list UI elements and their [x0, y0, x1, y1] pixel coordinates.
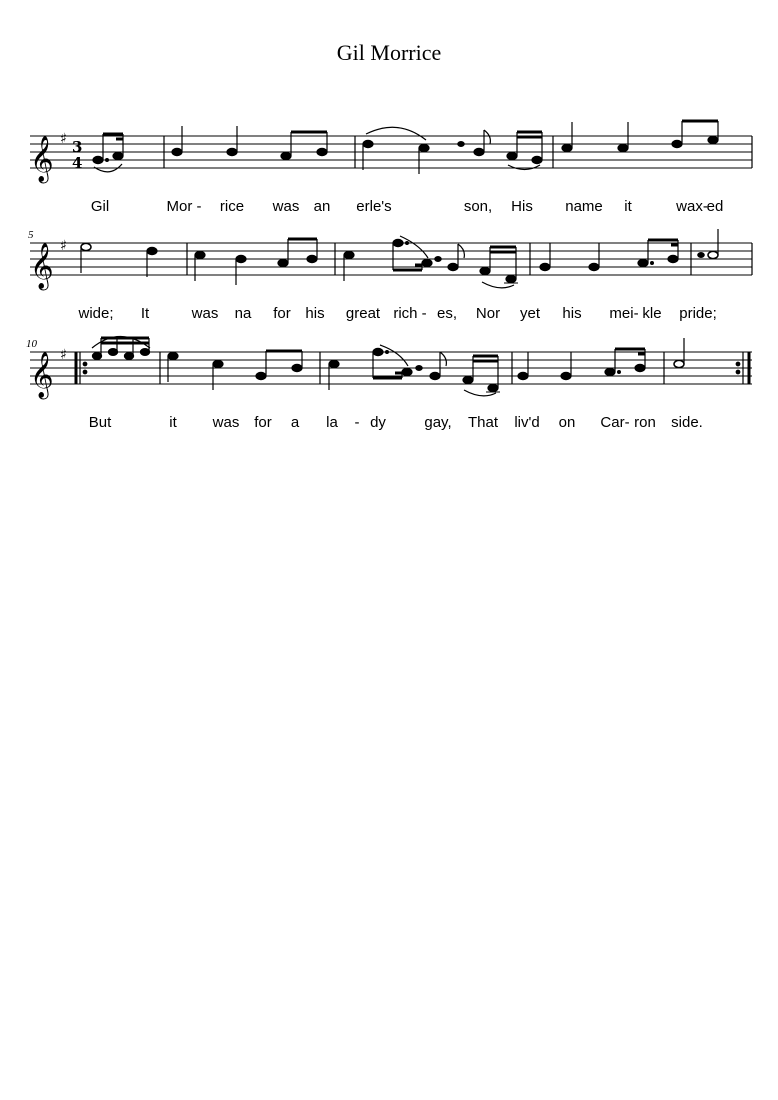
lyric-syllable: name: [565, 198, 603, 215]
lyric-syllable: ed: [706, 198, 724, 215]
note-head: [317, 148, 327, 155]
lyric-syllable: mei-: [609, 305, 639, 322]
lyric-syllable: his: [562, 305, 582, 322]
lyric-syllable: a: [290, 414, 300, 431]
note-head: [674, 360, 684, 367]
system-2: [28, 229, 752, 322]
note-head: [81, 243, 91, 250]
lyric-syllable: es,: [436, 305, 458, 322]
note-head: [540, 263, 550, 270]
lyric-syllable: on: [558, 414, 576, 431]
note-head: [278, 259, 288, 266]
note-head: [618, 144, 628, 151]
lyric-syllable: was: [191, 305, 219, 322]
note-head: [672, 140, 682, 147]
lyric-syllable: was: [272, 198, 300, 215]
lyric-syllable: dy: [370, 414, 386, 431]
lyric-syllable: wide;: [78, 305, 114, 322]
treble-clef-icon: 𝄞: [30, 352, 54, 398]
note-head: [507, 152, 517, 159]
note-head: [562, 144, 572, 151]
lyric-syllable: liv'd: [514, 414, 540, 431]
note-head: [589, 263, 599, 270]
note-head: [430, 372, 440, 379]
note-head: [92, 353, 101, 360]
note-head: [108, 349, 117, 356]
notes: [93, 121, 752, 174]
treble-clef-icon: 𝄞: [30, 243, 54, 289]
key-sharp-icon: ♯: [60, 131, 67, 147]
lyric-syllable: His: [511, 198, 533, 215]
note-head: [373, 348, 383, 355]
note-head: [363, 140, 373, 147]
note-head: [419, 144, 429, 151]
note-head: [281, 152, 291, 159]
note-head: [227, 148, 237, 155]
system-1: [30, 121, 752, 215]
repeat-dot: [83, 362, 87, 366]
note-head: [402, 368, 412, 375]
lyrics-row-3: [89, 414, 703, 431]
key-sharp-icon: ♯: [60, 238, 67, 254]
lyric-syllable: his: [305, 305, 325, 322]
time-signature-top: 3: [72, 138, 83, 156]
lyric-syllable: Car-: [600, 414, 630, 431]
lyric-syllable: Gil: [90, 198, 110, 215]
note-head: [93, 156, 103, 163]
notes: [81, 229, 752, 288]
note-head: [488, 384, 498, 391]
notes: [76, 337, 749, 396]
lyric-syllable: yet: [519, 305, 541, 322]
grace-note: [435, 257, 441, 262]
lyric-syllable: gay,: [424, 414, 452, 431]
lyric-syllable: That: [467, 414, 499, 431]
repeat-dot: [736, 370, 740, 374]
score-title: Gil Morrice: [336, 40, 442, 65]
lyric-syllable: it: [169, 414, 177, 431]
lyric-syllable: it: [624, 198, 632, 215]
grace-note: [416, 366, 422, 371]
measure-number: 10: [26, 338, 37, 350]
note-head: [168, 352, 178, 359]
dot: [618, 371, 621, 374]
lyric-syllable: was: [212, 414, 240, 431]
note-head: [236, 255, 246, 262]
grace-note: [458, 142, 464, 147]
note-head: [393, 239, 403, 246]
lyric-syllable: rice: [219, 198, 245, 215]
lyric-syllable: pride;: [679, 305, 717, 322]
note-head: [605, 368, 615, 375]
note-head: [329, 360, 339, 367]
note-head: [561, 372, 571, 379]
lyric-syllable: -: [354, 414, 360, 431]
lyric-syllable: rich -: [393, 305, 427, 322]
note-head: [195, 251, 205, 258]
note-head: [668, 255, 678, 262]
lyric-syllable: erle's: [356, 198, 392, 215]
treble-clef-icon: 𝄞: [30, 136, 54, 182]
note-head: [422, 259, 432, 266]
measure-number: 5: [28, 229, 34, 241]
note-head: [344, 251, 354, 258]
note-head: [256, 372, 266, 379]
lyric-syllable: for: [273, 305, 291, 322]
lyric-syllable: an: [313, 198, 331, 215]
note-head: [213, 360, 223, 367]
dot: [406, 242, 409, 245]
lyric-syllable: for: [254, 414, 272, 431]
note-head: [113, 152, 123, 159]
lyric-syllable: wax-: [676, 198, 708, 215]
note-head: [518, 372, 528, 379]
note-head: [307, 255, 317, 262]
dot: [106, 159, 109, 162]
lyric-syllable: na: [234, 305, 252, 322]
lyric-syllable: great: [345, 305, 381, 322]
key-sharp-icon: ♯: [60, 347, 67, 363]
lyrics-row-2: [77, 305, 716, 322]
repeat-dot: [83, 370, 87, 374]
lyric-syllable: ron: [634, 414, 656, 431]
note-head: [638, 259, 648, 266]
note-head: [172, 148, 182, 155]
system-3: [26, 337, 752, 432]
lyric-syllable: It: [140, 305, 150, 322]
staff-lines: [30, 136, 752, 168]
lyric-syllable: kle: [642, 305, 662, 322]
time-signature-bottom: 4: [72, 154, 83, 172]
note-head: [448, 263, 458, 270]
note-head: [147, 247, 157, 254]
note-head: [480, 267, 490, 274]
note-head: [140, 349, 149, 356]
note-head: [635, 364, 645, 371]
lyric-syllable: la: [326, 414, 338, 431]
lyrics-row-1: [91, 198, 724, 215]
repeat-dot: [736, 362, 740, 366]
lyric-syllable: But: [88, 414, 112, 431]
note-head: [124, 353, 133, 360]
lyric-syllable: side.: [671, 414, 703, 431]
note-head: [463, 376, 473, 383]
note-head: [506, 275, 516, 282]
note-head: [708, 251, 718, 258]
note-head: [292, 364, 302, 371]
lyric-syllable: Mor -: [166, 198, 202, 215]
lyric-syllable: son,: [463, 198, 493, 215]
note-head: [532, 156, 542, 163]
note-head: [708, 136, 718, 143]
grace-note: [698, 253, 704, 258]
lyric-syllable: Nor: [475, 305, 501, 322]
dot: [651, 262, 654, 265]
note-head: [474, 148, 484, 155]
dot: [386, 351, 389, 354]
